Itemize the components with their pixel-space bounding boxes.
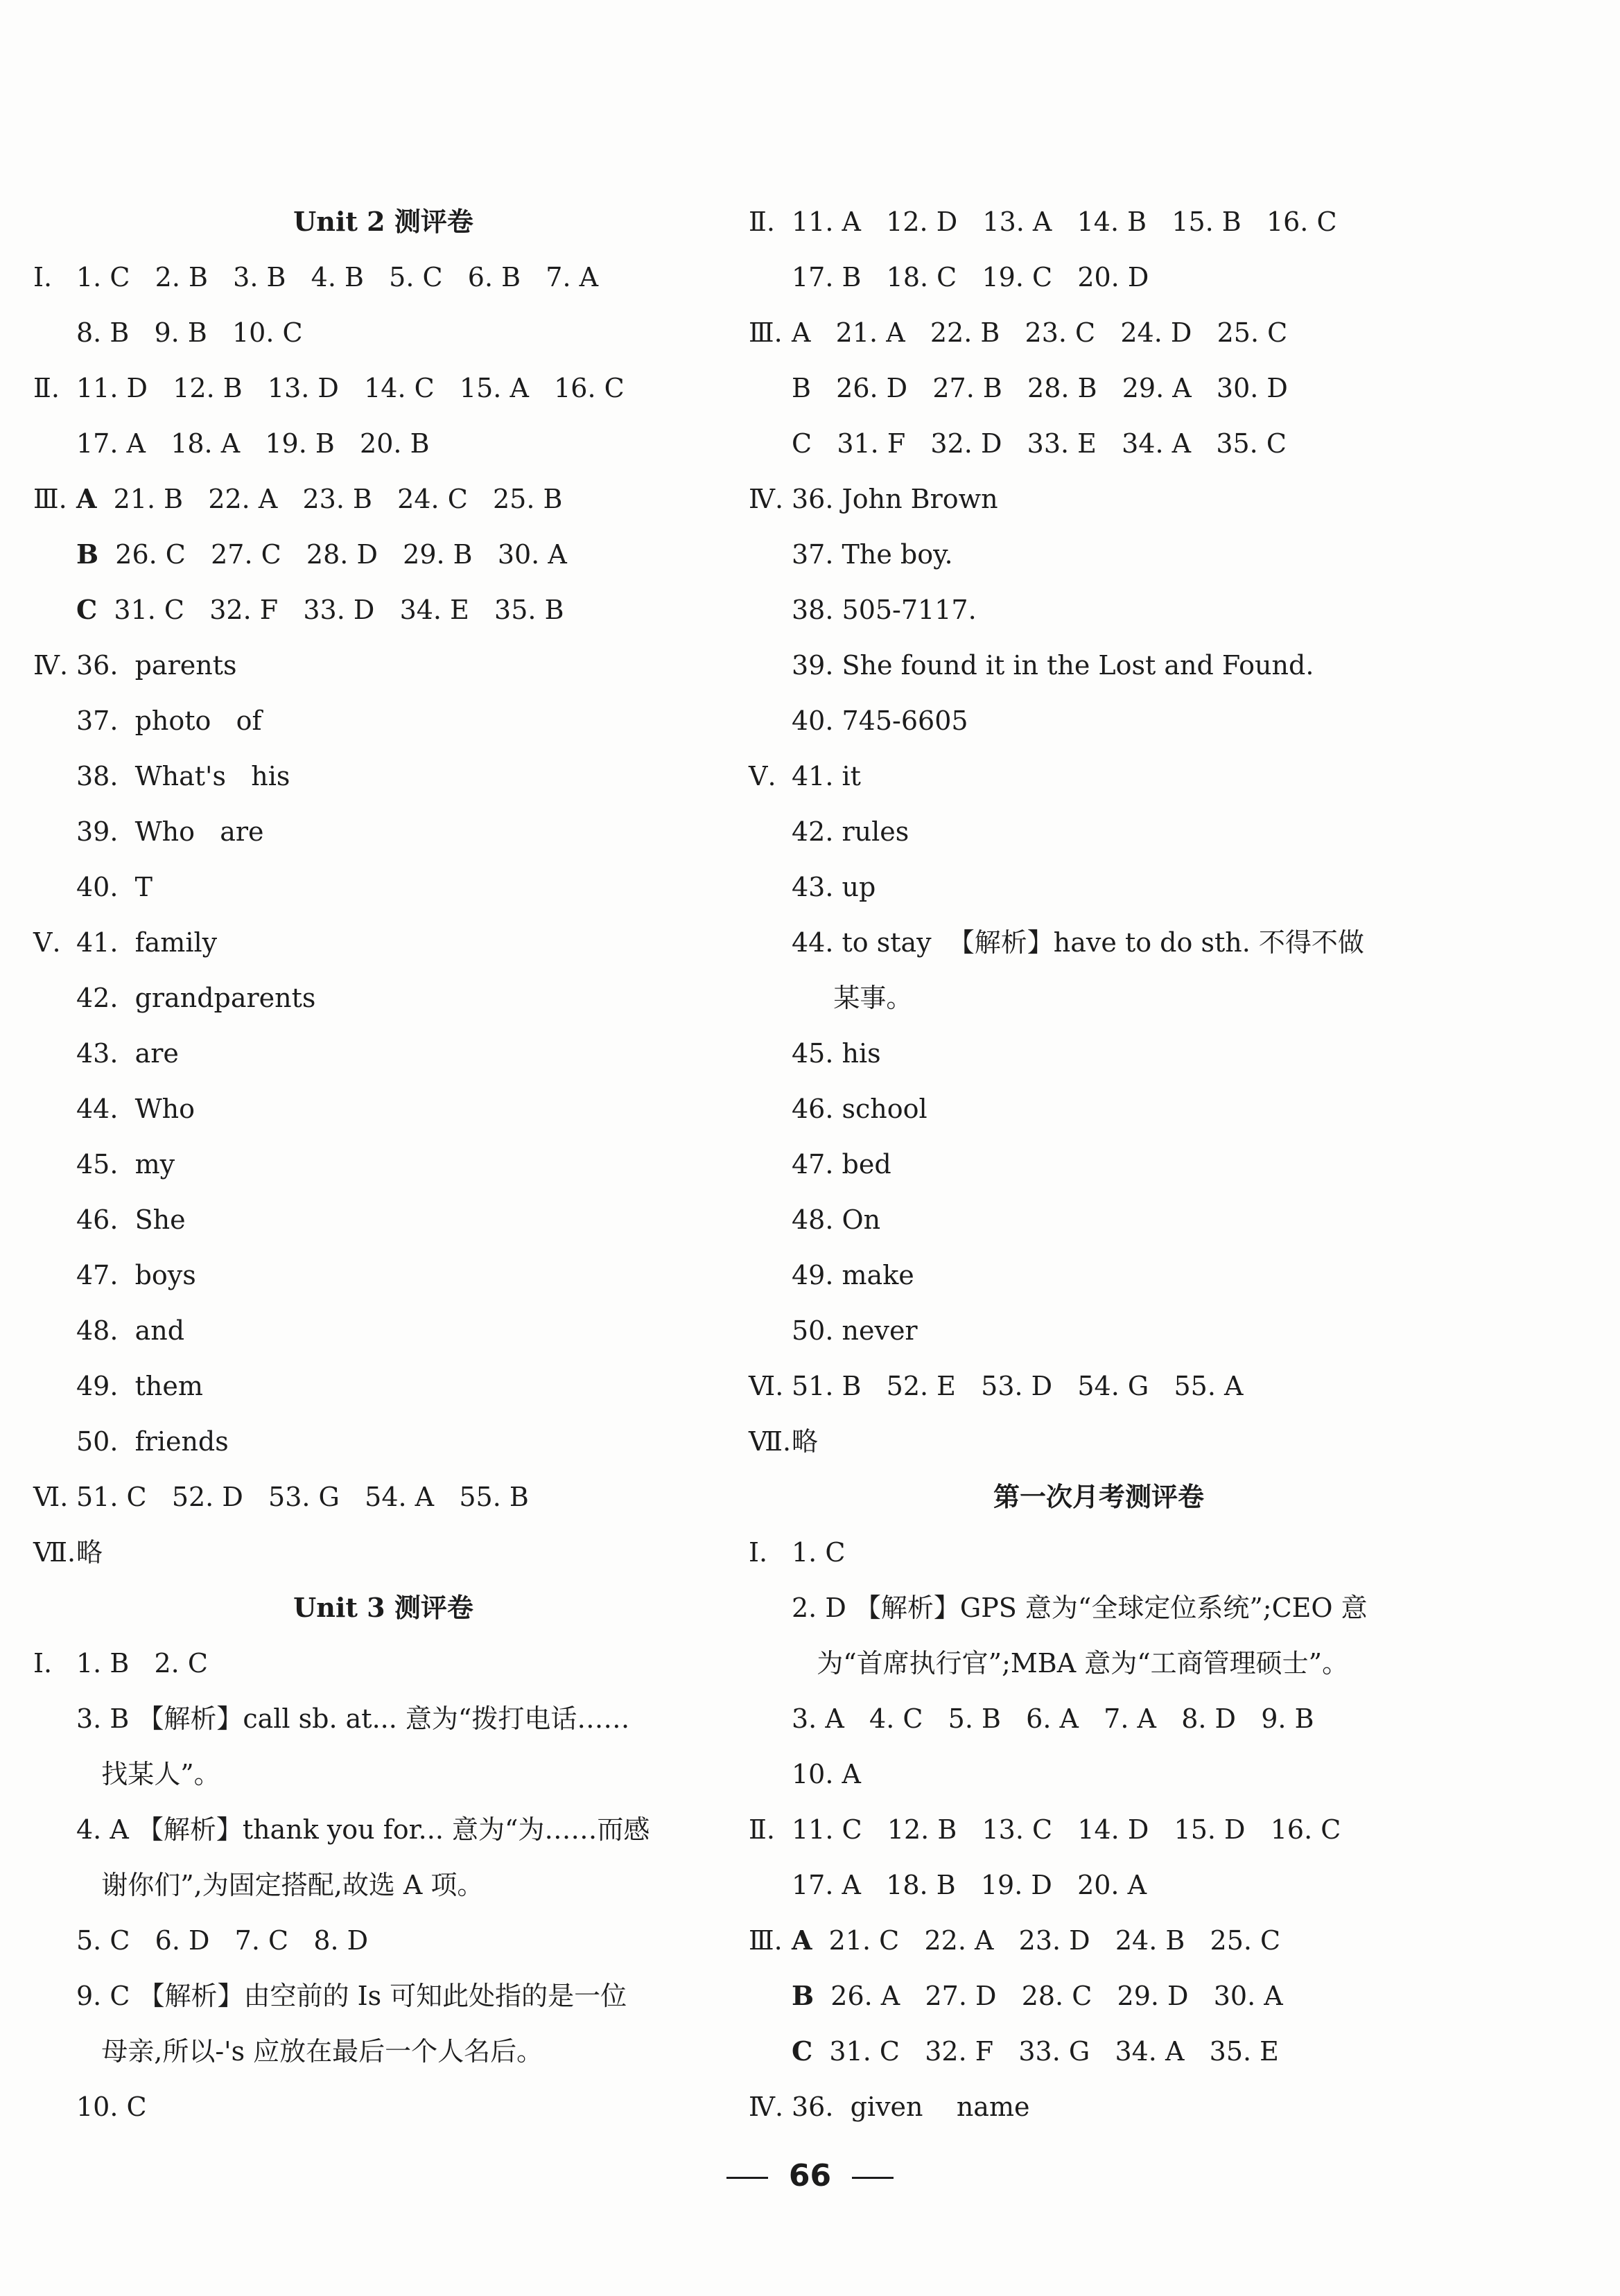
answer-text: 8. B 9. B 10. C xyxy=(76,317,303,348)
section-numeral: Ⅱ. xyxy=(749,207,775,237)
answer-line xyxy=(33,1691,733,1746)
answer-line xyxy=(749,2079,1449,2135)
section-numeral: Ⅳ. xyxy=(749,484,784,514)
answer-text: 47. bed xyxy=(792,1149,891,1180)
answer-line xyxy=(749,915,1449,970)
answer-text: 4. A 【解析】thank you for... 意为“为……而感 xyxy=(76,1814,650,1845)
answer-line xyxy=(33,249,733,305)
answer-text: 43. up xyxy=(792,872,876,902)
answer-line xyxy=(749,1857,1449,1913)
answer-line xyxy=(749,1802,1449,1857)
answer-text: 45. my xyxy=(76,1149,175,1180)
answer-text: 26. A 27. D 28. C 29. D 30. A xyxy=(814,1981,1283,2011)
answer-line xyxy=(33,582,733,638)
answer-text: 略 xyxy=(792,1426,819,1457)
answer-line xyxy=(33,1636,733,1691)
answer-line xyxy=(749,1691,1449,1746)
part-label: C xyxy=(76,594,98,625)
section-title xyxy=(33,194,733,249)
answer-text: 谢你们”,为固定搭配,故选 A 项。 xyxy=(76,1870,484,1900)
part-label: B xyxy=(76,538,99,570)
answer-line xyxy=(749,1414,1449,1469)
answer-text: 略 xyxy=(76,1537,103,1568)
answer-text: 5. C 6. D 7. C 8. D xyxy=(76,1925,369,1956)
answer-line xyxy=(749,804,1449,859)
section-numeral: Ⅵ. xyxy=(33,1482,69,1512)
answer-text: 45. his xyxy=(792,1038,881,1069)
answer-line xyxy=(33,915,733,970)
answer-text: A 21. A 22. B 23. C 24. D 25. C xyxy=(792,317,1288,348)
answer-line xyxy=(33,1746,733,1802)
answer-text: 26. C 27. C 28. D 29. B 30. A xyxy=(98,539,567,570)
answer-text: 36. parents xyxy=(76,650,237,681)
answer-line xyxy=(33,748,733,804)
answer-text: 48. On xyxy=(792,1204,881,1235)
part-label: A xyxy=(76,483,97,514)
part-label: C xyxy=(792,2035,813,2067)
page-number: 66 xyxy=(788,2158,832,2193)
answer-text: 39. She found it in the Lost and Found. xyxy=(792,650,1314,681)
answer-line xyxy=(33,416,733,471)
answer-text: 17. A 18. B 19. D 20. A xyxy=(792,1870,1147,1900)
section-numeral: Ⅲ. xyxy=(749,317,783,348)
answer-line xyxy=(749,249,1449,305)
answer-text: 38. What's his xyxy=(76,761,290,791)
answer-line xyxy=(33,638,733,693)
footer-dash-right xyxy=(852,2177,894,2179)
answer-text: 36. John Brown xyxy=(792,484,998,514)
section-title xyxy=(749,1469,1449,1525)
answer-line xyxy=(749,1358,1449,1414)
answer-line xyxy=(749,416,1449,471)
answer-line xyxy=(749,1303,1449,1358)
answer-line xyxy=(33,970,733,1026)
section-numeral: Ⅴ. xyxy=(33,927,61,958)
answer-line xyxy=(33,859,733,915)
answer-text: 36. given name xyxy=(792,2092,1030,2122)
left-column xyxy=(33,194,733,2135)
answer-line xyxy=(749,1968,1449,2024)
answer-line xyxy=(749,1913,1449,1968)
answer-text: 3. A 4. C 5. B 6. A 7. A 8. D 9. B xyxy=(792,1703,1314,1734)
answer-line xyxy=(749,1580,1449,1636)
answer-text: 42. grandparents xyxy=(76,983,316,1013)
answer-line xyxy=(33,693,733,748)
answer-line xyxy=(33,2024,733,2079)
answer-line xyxy=(749,582,1449,638)
answer-text: 46. school xyxy=(792,1094,927,1124)
section-numeral: Ⅳ. xyxy=(749,2092,784,2122)
answer-line xyxy=(749,748,1449,804)
answer-text: 44. Who xyxy=(76,1094,195,1124)
answer-text: 17. A 18. A 19. B 20. B xyxy=(76,428,430,459)
answer-line xyxy=(749,471,1449,527)
answer-line xyxy=(33,305,733,360)
answer-text: 41. family xyxy=(76,927,218,958)
answer-line xyxy=(33,1469,733,1525)
answer-text: 为“首席执行官”;MBA 意为“工商管理硕士”。 xyxy=(792,1648,1349,1679)
section-numeral: Ⅰ. xyxy=(749,1537,768,1568)
part-label: B xyxy=(792,1980,815,2011)
answer-line xyxy=(749,638,1449,693)
answer-line xyxy=(33,1802,733,1857)
answer-text: 11. C 12. B 13. C 14. D 15. D 16. C xyxy=(792,1814,1341,1845)
answer-line xyxy=(33,1358,733,1414)
answer-text: B 26. D 27. B 28. B 29. A 30. D xyxy=(792,373,1288,403)
answer-line xyxy=(33,1137,733,1192)
answer-line xyxy=(33,527,733,582)
answer-line xyxy=(749,693,1449,748)
answer-text: 38. 505-7117. xyxy=(792,595,977,625)
answer-text: 1. B 2. C xyxy=(76,1648,208,1679)
answer-line xyxy=(33,2079,733,2135)
answer-text: 46. She xyxy=(76,1204,186,1235)
answer-line xyxy=(749,305,1449,360)
section-numeral: Ⅶ. xyxy=(749,1426,792,1457)
answer-text: 44. to stay 【解析】have to do sth. 不得不做 xyxy=(792,927,1364,958)
answer-text: 17. B 18. C 19. C 20. D xyxy=(792,262,1149,292)
answer-text: 3. B 【解析】call sb. at... 意为“拨打电话…… xyxy=(76,1703,630,1734)
answer-text: 2. D 【解析】GPS 意为“全球定位系统”;CEO 意 xyxy=(792,1593,1368,1623)
answer-line xyxy=(749,1746,1449,1802)
answer-text: 50. friends xyxy=(76,1426,229,1457)
answer-line xyxy=(33,804,733,859)
answer-line xyxy=(33,1857,733,1913)
answer-line xyxy=(749,1081,1449,1137)
answer-line xyxy=(749,1636,1449,1691)
answer-line xyxy=(33,1081,733,1137)
answer-line xyxy=(33,471,733,527)
section-numeral: Ⅰ. xyxy=(33,1648,53,1679)
answer-text: 41. it xyxy=(792,761,861,791)
answer-text: 39. Who are xyxy=(76,816,264,847)
answer-text: 21. C 22. A 23. D 24. B 25. C xyxy=(812,1925,1281,1956)
section-numeral: Ⅶ. xyxy=(33,1537,76,1568)
answer-text: 9. C 【解析】由空前的 Is 可知此处指的是一位 xyxy=(76,1981,627,2011)
answer-text: 49. them xyxy=(76,1371,203,1401)
section-title-text: Unit 3 测评卷 xyxy=(293,1592,473,1623)
answer-text: 10. C xyxy=(76,2092,147,2122)
right-column xyxy=(749,194,1449,2135)
section-numeral: Ⅱ. xyxy=(33,373,60,403)
section-title-text: Unit 2 测评卷 xyxy=(293,206,473,237)
answer-line xyxy=(33,1192,733,1247)
answer-text: 21. B 22. A 23. B 24. C 25. B xyxy=(96,484,563,514)
answer-text: 47. boys xyxy=(76,1260,196,1290)
answer-text: 某事。 xyxy=(792,983,913,1013)
answer-line xyxy=(33,1414,733,1469)
section-numeral: Ⅲ. xyxy=(749,1925,783,1956)
answer-line xyxy=(33,1913,733,1968)
answer-line xyxy=(749,1247,1449,1303)
answer-text: 37. photo of xyxy=(76,706,262,736)
answer-text: 找某人”。 xyxy=(76,1759,220,1789)
answer-text: 40. 745-6605 xyxy=(792,706,968,736)
answer-line xyxy=(749,1192,1449,1247)
answer-text: 11. A 12. D 13. A 14. B 15. B 16. C xyxy=(792,207,1337,237)
answer-line xyxy=(33,1247,733,1303)
answer-text: 40. T xyxy=(76,872,153,902)
answer-line xyxy=(749,970,1449,1026)
answer-line xyxy=(33,360,733,416)
section-numeral: Ⅴ. xyxy=(749,761,776,791)
answer-line xyxy=(33,1525,733,1580)
section-title-text: 第一次月考测评卷 xyxy=(993,1481,1204,1512)
answer-text: 11. D 12. B 13. D 14. C 15. A 16. C xyxy=(76,373,625,403)
answer-text: 50. never xyxy=(792,1315,918,1346)
answer-line xyxy=(749,1137,1449,1192)
section-numeral: Ⅵ. xyxy=(749,1371,784,1401)
answer-text: 48. and xyxy=(76,1315,185,1346)
answer-line xyxy=(33,1968,733,2024)
answer-text: 1. C xyxy=(792,1537,846,1568)
answer-line xyxy=(749,194,1449,249)
answer-line xyxy=(749,360,1449,416)
answer-text: 43. are xyxy=(76,1038,179,1069)
answer-text: 母亲,所以-'s 应放在最后一个人名后。 xyxy=(76,2036,543,2067)
answer-line xyxy=(749,859,1449,915)
answer-text: 42. rules xyxy=(792,816,909,847)
answer-line xyxy=(749,1525,1449,1580)
answer-line xyxy=(749,2024,1449,2079)
answer-text: 10. A xyxy=(792,1759,861,1789)
answer-text: C 31. F 32. D 33. E 34. A 35. C xyxy=(792,428,1287,459)
answer-text: 31. C 32. F 33. D 34. E 35. B xyxy=(97,595,564,625)
page-footer xyxy=(0,2148,1620,2204)
answer-line xyxy=(749,527,1449,582)
footer-dash-left xyxy=(726,2177,768,2179)
answer-text: 49. make xyxy=(792,1260,914,1290)
section-numeral: Ⅳ. xyxy=(33,650,69,681)
section-numeral: Ⅱ. xyxy=(749,1814,775,1845)
answer-line xyxy=(33,1303,733,1358)
answer-text: 31. C 32. F 33. G 34. A 35. E xyxy=(812,2036,1279,2067)
section-title xyxy=(33,1580,733,1636)
section-numeral: Ⅲ. xyxy=(33,484,67,514)
part-label: A xyxy=(792,1925,812,1956)
answer-line xyxy=(33,1026,733,1081)
answer-text: 51. C 52. D 53. G 54. A 55. B xyxy=(76,1482,529,1512)
answer-text: 37. The boy. xyxy=(792,539,953,570)
section-numeral: Ⅰ. xyxy=(33,262,53,292)
answer-text: 1. C 2. B 3. B 4. B 5. C 6. B 7. A xyxy=(76,262,599,292)
answer-text: 51. B 52. E 53. D 54. G 55. A xyxy=(792,1371,1244,1401)
answer-line xyxy=(749,1026,1449,1081)
